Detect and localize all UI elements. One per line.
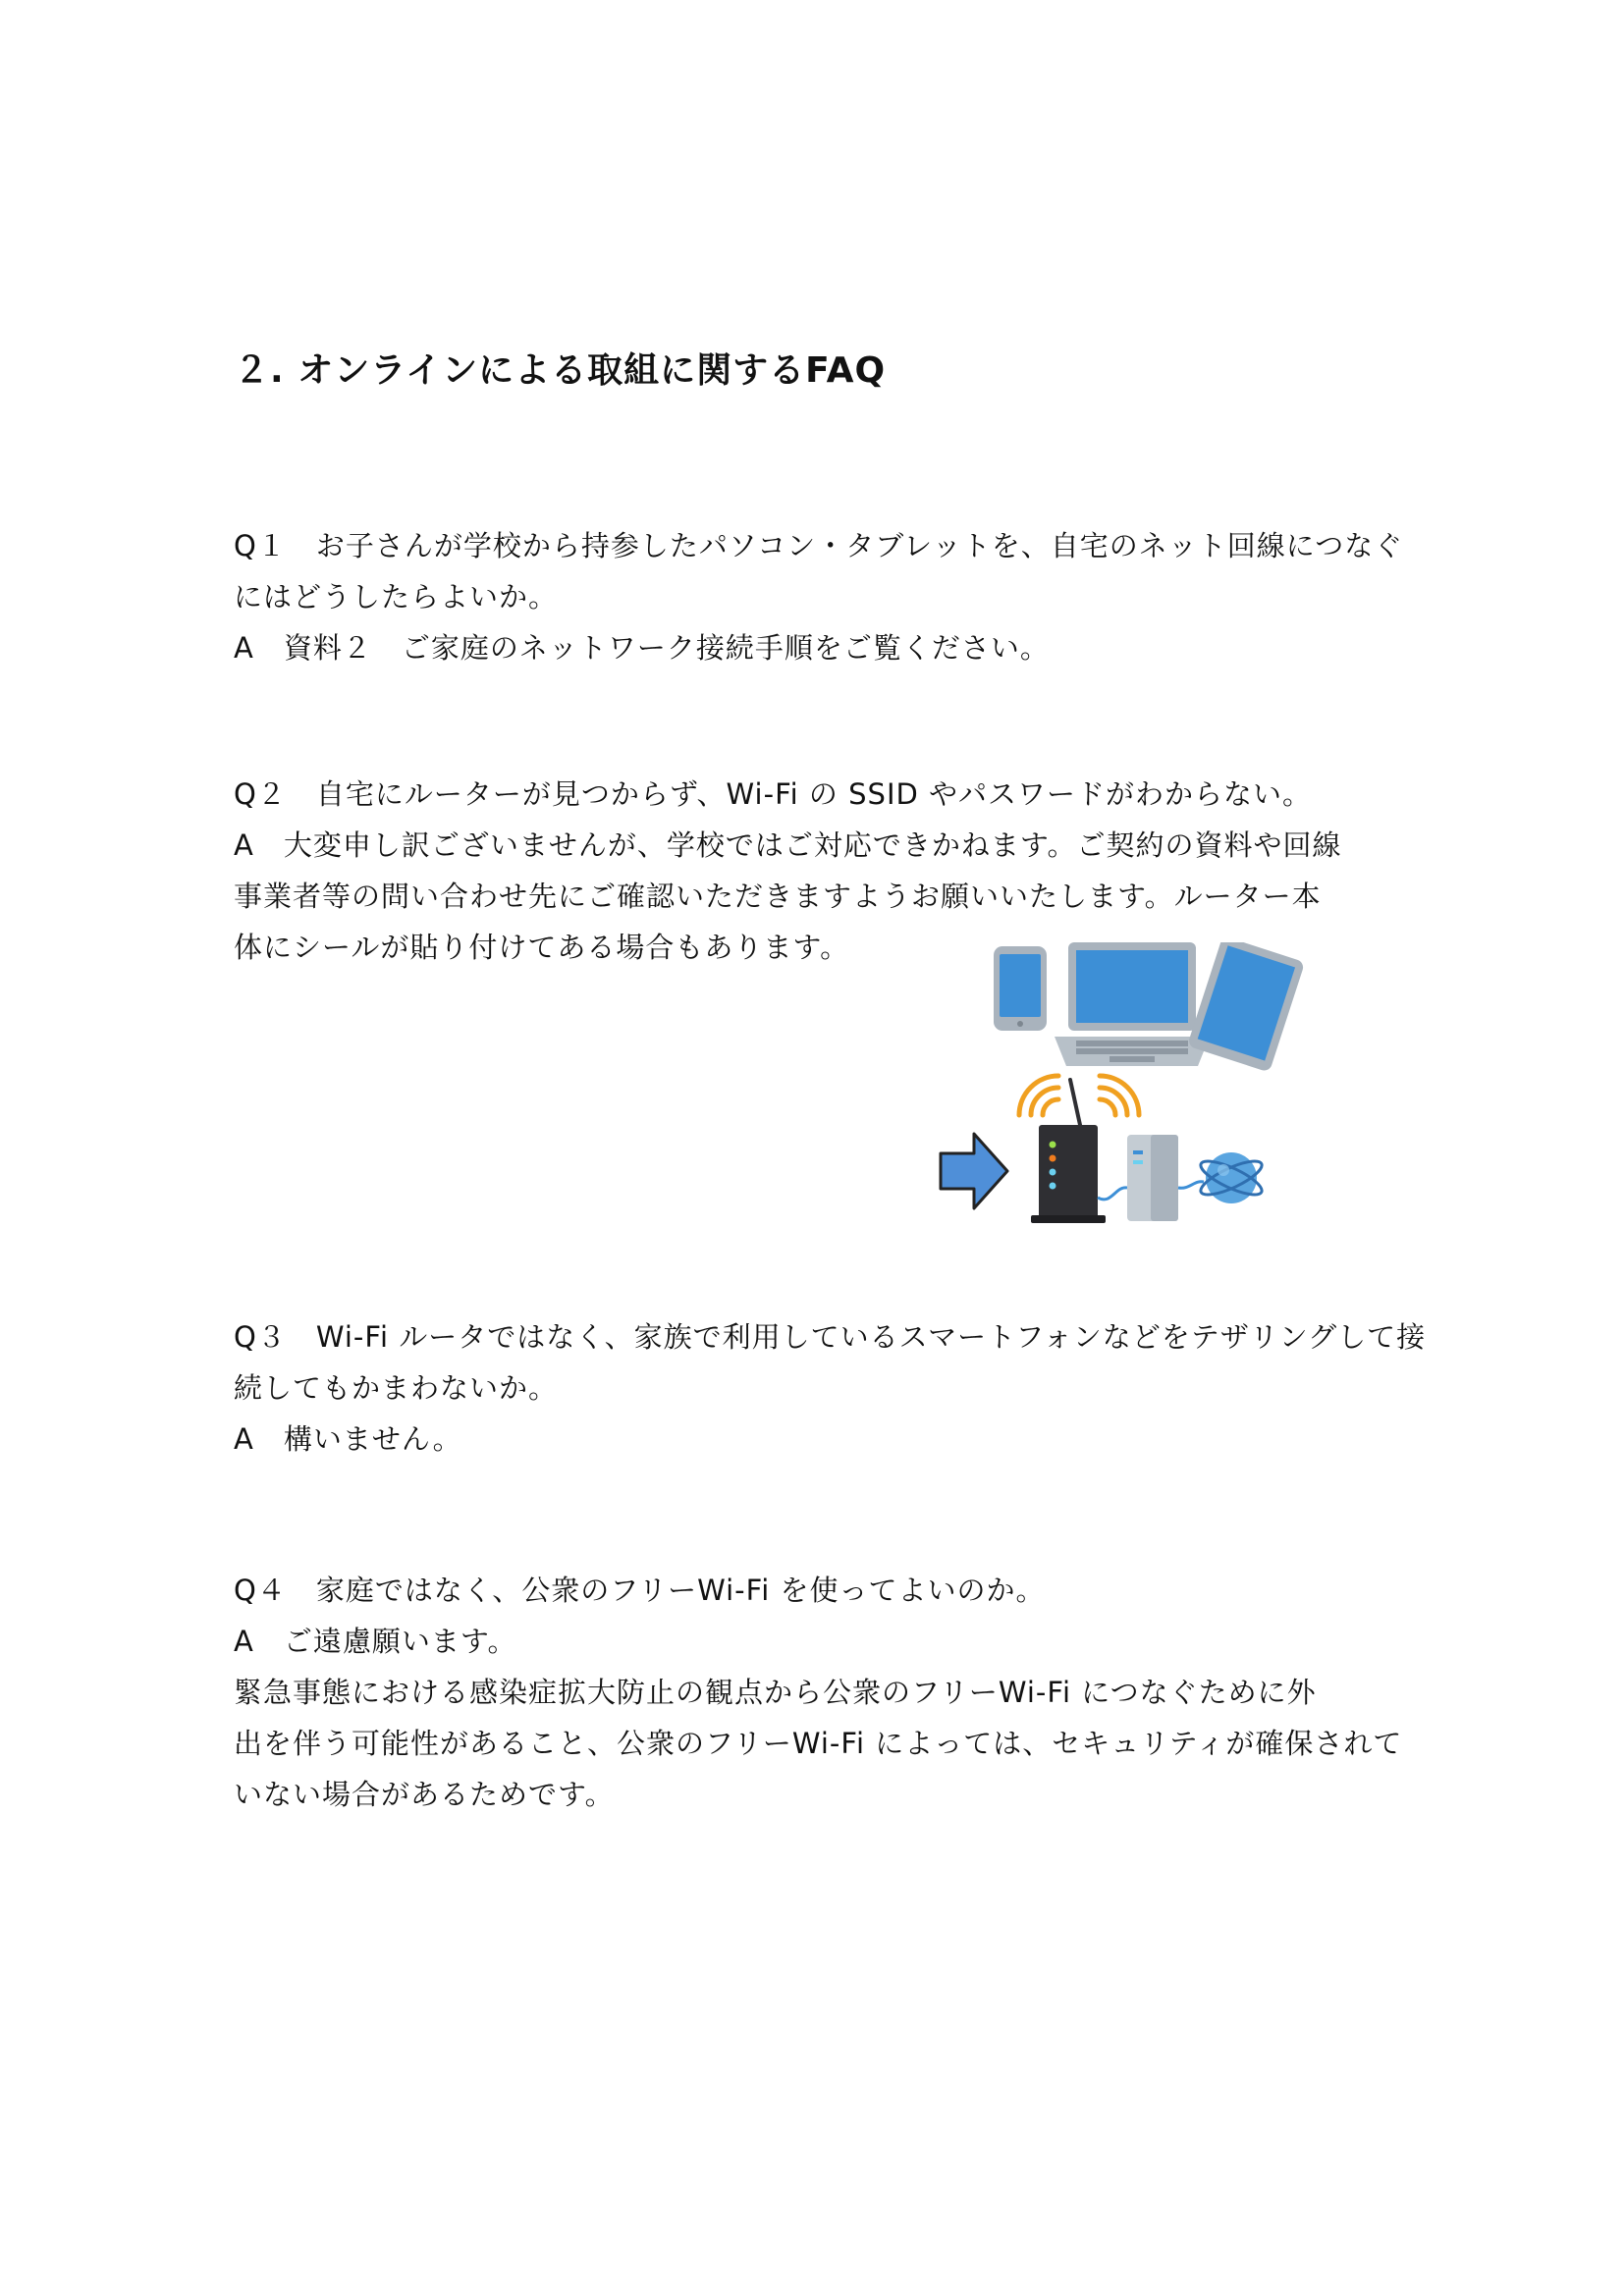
q1-line-1: Q１ お子さんが学校から持参したパソコン・タブレットを、自宅のネット回線につなぐ — [234, 529, 1404, 562]
laptop-icon — [1055, 942, 1210, 1066]
q4-reason-line-2: 出を伴う可能性があること、公衆のフリーWi-Fi によっては、セキュリティが確保されて — [234, 1727, 1403, 1760]
arrow-right-icon — [941, 1134, 1007, 1208]
page-heading: ２. オンラインによる取組に関するFAQ — [234, 350, 887, 391]
q3-answer: A 構いません。 — [234, 1422, 462, 1456]
q1-answer: A 資料２ ご家庭のネットワーク接続手順をご覧ください。 — [234, 631, 1050, 665]
q1-line-2: にはどうしたらよいか。 — [234, 580, 559, 614]
q4-answer: A ご遠慮願います。 — [234, 1625, 517, 1658]
q2-answer-line-3: 体にシールが貼り付けてある場合もあります。 — [234, 931, 850, 964]
q2-line-1: Q２ 自宅にルーターが見つからず、Wi-Fi の SSID やパスワードがわからない。 — [234, 777, 1313, 811]
q2-answer-line-1: A 大変申し訳ございませんが、学校ではご対応できかねます。ご契約の資料や回線 — [234, 828, 1342, 862]
q4-line-1: Q４ 家庭ではなく、公衆のフリーWi-Fi を使ってよいのか。 — [234, 1574, 1046, 1607]
q2-answer-line-2: 事業者等の問い合わせ先にご確認いただきますようお願いいたします。ルーター本 — [234, 880, 1322, 913]
modem-icon — [1127, 1135, 1178, 1221]
smartphone-icon — [994, 946, 1047, 1031]
q4-reason-line-3: いない場合があるためです。 — [234, 1778, 615, 1811]
network-illustration — [933, 942, 1306, 1247]
tablet-icon — [1187, 942, 1305, 1073]
q3-line-1: Q３ Wi-Fi ルータではなく、家族で利用しているスマートフォンなどをテザリングして接 — [234, 1320, 1427, 1354]
q4-reason-line-1: 緊急事態における感染症拡大防止の観点から公衆のフリーWi-Fi につなぐために外 — [234, 1676, 1317, 1709]
globe-icon — [1197, 1152, 1266, 1203]
router-icon — [1031, 1080, 1106, 1223]
wifi-signal-icon — [1019, 1076, 1139, 1115]
q3-line-2: 続してもかまわないか。 — [234, 1371, 559, 1405]
